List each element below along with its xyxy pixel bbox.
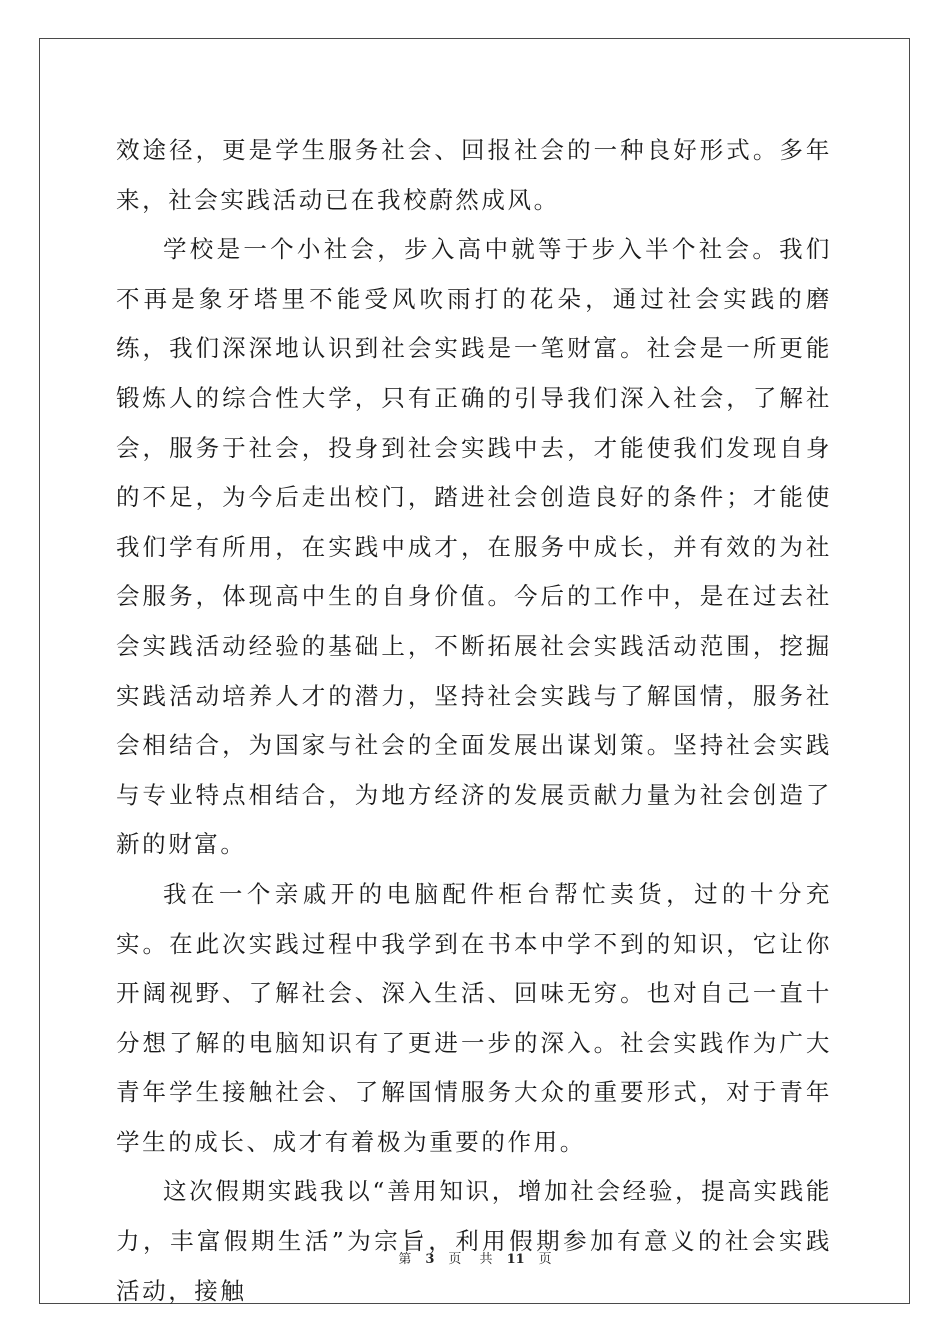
total-pages-indicator <box>480 1252 552 1267</box>
document-body <box>116 126 832 1316</box>
paragraph: 效途径，更是学生服务社会、回报社会的一种良好形式。多年来，社会实践活动已在我校蔚然成风。 <box>116 136 832 214</box>
paragraph: 这次假期实践我以“善用知识，增加社会经验，提高实践能力，丰富假期生活”为宗旨，利用假期参加有意义的社会实践活动，接触 <box>116 1177 832 1305</box>
page-footer <box>0 1248 950 1267</box>
paragraph: 学校是一个小社会，步入高中就等于步入半个社会。我们不再是象牙塔里不能受风吹雨打的花朵，通过社会实践的磨练，我们深深地认识到社会实践是一笔财富。社会是一所更能锻炼人的综合性大学，只有正确的引导我们深入社会，了解社会，服务于社会，投身到社会实践中去，才能使我们发现自身的不足，为今后走出校门，踏进社会创造良好的条件；才能使我们学有所用，在实践中成才，在服务中成长，并有效的为社会服务，体现高中生的自身价值。今后的工作中，是在过去社会实践活动经验的基础上，不断拓展社会实践活动范围，挖掘实践活动培养人才的潜力，坚持社会实践与了解国情，服务社会相结合，为国家与社会的全面发展出谋划策。坚持社会实践与专业特点相结合，为地方经济的发展贡献力量为社会创造了新的财富。 <box>116 235 832 859</box>
total-prefix: 共 <box>479 1252 493 1267</box>
total-pages: 11 <box>506 1252 525 1267</box>
page-prefix: 第 <box>398 1252 412 1267</box>
page-indicator <box>398 1252 461 1267</box>
page-number: 3 <box>425 1252 435 1267</box>
paragraph: 我在一个亲戚开的电脑配件柜台帮忙卖货，过的十分充实。在此次实践过程中我学到在书本中学不到的知识，它让你开阔视野、了解社会、深入生活、回味无穷。也对自己一直十分想了解的电脑知识有了更进一步的深入。社会实践作为广大青年学生接触社会、了解国情服务大众的重要形式，对于青年学生的成长、成才有着极为重要的作用。 <box>116 879 832 1156</box>
total-suffix: 页 <box>538 1252 552 1267</box>
page-suffix: 页 <box>448 1252 462 1267</box>
